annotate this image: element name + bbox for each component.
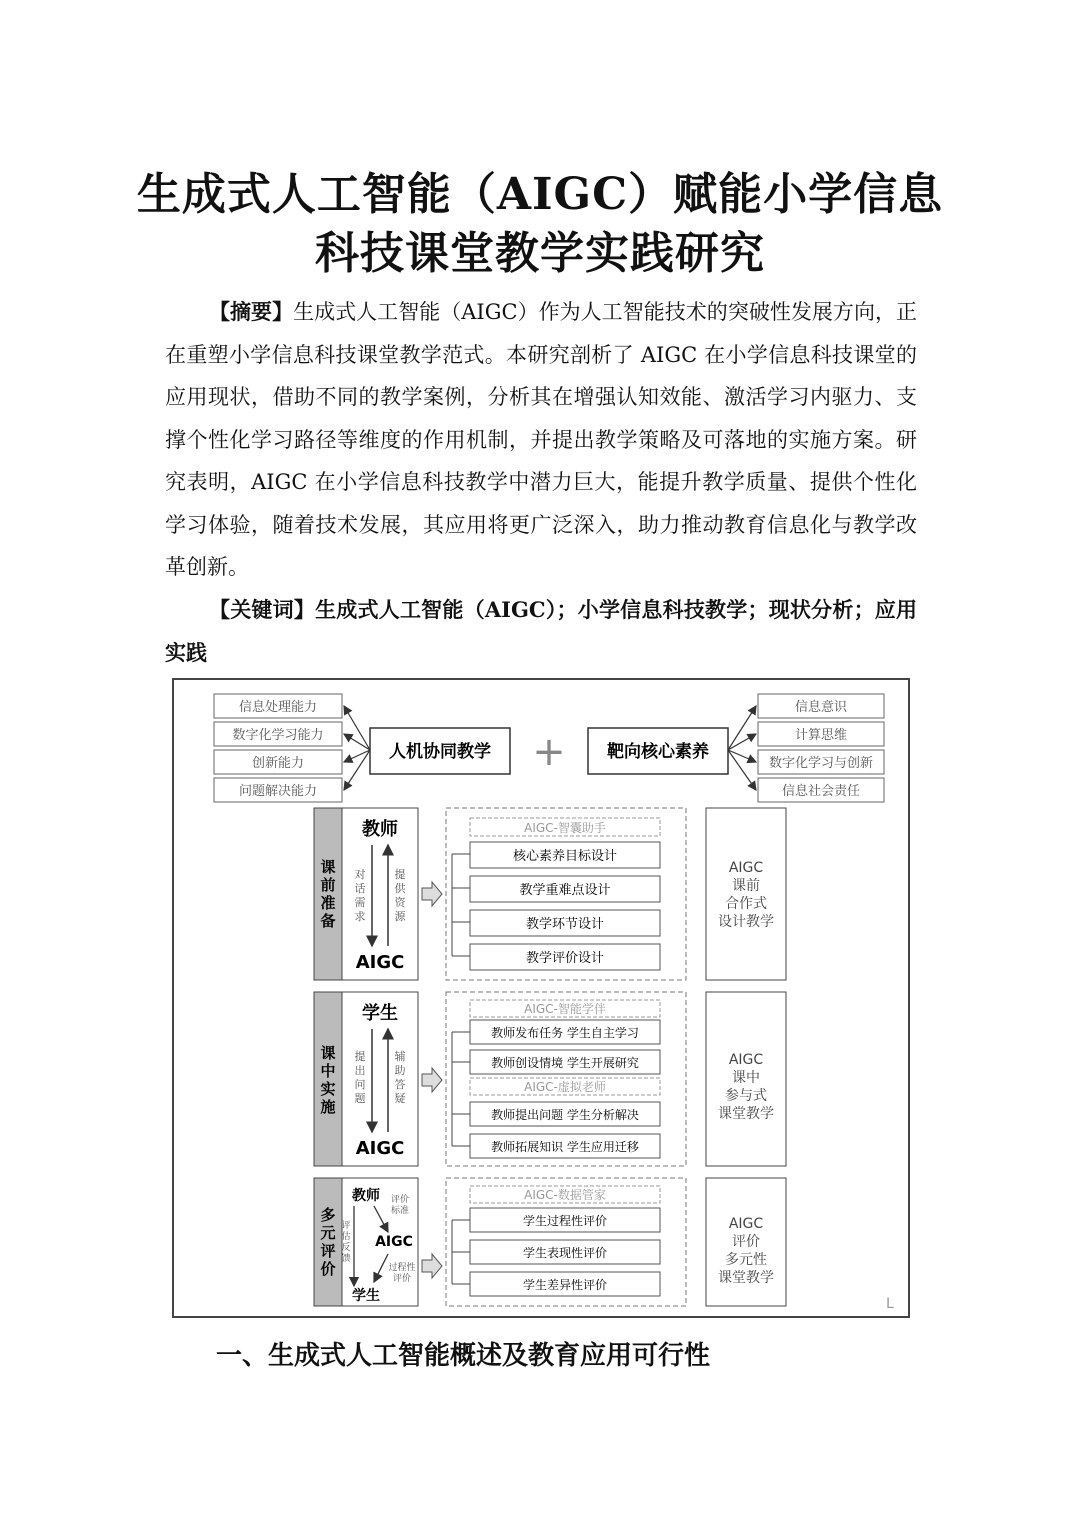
paper-title-line-1: 生成式人工智能（AIGC）赋能小学信息	[136, 169, 944, 220]
right-literacy-label: 计算思维	[794, 728, 848, 743]
stage-eval-feedback-text: 评估反馈	[341, 1221, 351, 1264]
human-machine-label: 人机协同教学	[389, 742, 491, 762]
stage-eval-item: 学生差异性评价	[522, 1278, 608, 1292]
stage-prep-result: AIGC 课前合作式设计教学	[718, 860, 774, 930]
keywords-text: 生成式人工智能（AIGC）；小学信息科技教学；现状分析；应用实践	[165, 597, 918, 665]
figure-corner-mark: L	[886, 1296, 894, 1312]
stage-prep-up-text: 提供资源	[394, 868, 406, 923]
stage-eval-top-actor: 教师	[352, 1188, 380, 1204]
core-literacy-label: 靶向核心素养	[607, 742, 709, 762]
stage-prep-item: 教学重难点设计	[519, 883, 611, 898]
paper-title-line-2: 科技课堂教学实践研究	[315, 228, 765, 279]
stage-class-label: 课中实施	[320, 1044, 336, 1116]
stage-prep-flow-arrow	[422, 882, 442, 906]
stage-class-down-text: 提出问题	[354, 1050, 366, 1105]
stage-class-top-actor: 学生	[362, 1003, 398, 1024]
stage-prep-item: 教学评价设计	[525, 951, 605, 966]
left-ability-label: 问题解决能力	[238, 784, 318, 799]
right-literacy-label: 数字化学习与创新	[768, 756, 874, 771]
stage-prep-item: 核心素养目标设计	[512, 849, 618, 864]
stage-class-flow-arrow	[422, 1068, 442, 1092]
stage-eval-group-header: AIGC-数据管家	[524, 1188, 606, 1202]
stage-class-item: 教师拓展知识 学生应用迁移	[491, 1140, 639, 1154]
stage-class-group-header: AIGC-智能学伴	[524, 1002, 606, 1016]
framework-figure	[172, 678, 910, 1318]
stage-class-up-text: 辅助答疑	[394, 1050, 406, 1105]
stage-eval-label: 多元评价	[320, 1206, 336, 1278]
stage-eval-result: AIGC 评价多元性课堂教学	[718, 1216, 774, 1286]
stage-prep-bottom-actor: AIGC	[355, 952, 405, 973]
keywords-label: 【关键词】	[209, 597, 316, 622]
stage-eval-process-text: 过程性评价	[388, 1263, 416, 1284]
right-literacy-label: 信息社会责任	[781, 784, 861, 799]
stage-class-result: AIGC 课中参与式课堂教学	[718, 1052, 774, 1122]
stage-eval-mid-actor: AIGC	[375, 1234, 413, 1250]
stage-eval-item: 学生表现性评价	[522, 1246, 608, 1260]
stage-prep-result-box	[706, 808, 786, 980]
stage-class-bottom-actor: AIGC	[355, 1138, 405, 1159]
stage-class-item: 教师发布任务 学生自主学习	[491, 1026, 639, 1040]
right-literacy-label: 信息意识	[794, 700, 848, 715]
stage-eval-bottom-actor: 学生	[352, 1288, 380, 1304]
left-ability-label: 创新能力	[251, 756, 305, 771]
abstract-paragraph	[165, 291, 917, 589]
stage-eval-flow-arrow	[422, 1254, 442, 1278]
stage-class-item: 教师提出问题 学生分析解决	[491, 1108, 639, 1122]
stage-class-item: 教师创设情境 学生开展研究	[491, 1056, 639, 1070]
abstract-label: 【摘要】	[209, 299, 294, 324]
abstract-text: 生成式人工智能（AIGC）作为人工智能技术的突破性发展方向，正在重塑小学信息科技课堂教学范式。本研究剖析了 AIGC 在小学信息科技课堂的应用现状，借助不同的教学案例，分析其在增强认知效能、激活学习内驱力、支撑个性化学习路径等维度的作用机制，并提出教学策略及可落地的实施方案。研究表明，AIGC 在小学信息科技教学中潜力巨大，能提升教学质量、提供个性化学习体验，随着技术发展，其应用将更广泛深入，助力推动教育信息化与教学改革创新。	[165, 300, 917, 579]
framework-diagram	[174, 680, 908, 1316]
stage-prep-down-text: 对话需求	[354, 868, 366, 923]
keywords-paragraph	[165, 589, 917, 674]
plus-sign: +	[532, 729, 566, 775]
stage-eval-standard-text: 评价标准	[390, 1195, 410, 1216]
section-heading: 一、生成式人工智能概述及教育应用可行性	[216, 1341, 711, 1371]
stage-prep-label: 课前准备	[320, 858, 336, 930]
stage-prep-top-actor: 教师	[362, 819, 398, 840]
left-ability-label: 信息处理能力	[238, 700, 318, 715]
stage-prep-group-header: AIGC-智囊助手	[524, 821, 606, 835]
left-ability-label: 数字化学习能力	[232, 728, 324, 743]
stage-prep-item: 教学环节设计	[525, 917, 605, 932]
stage-class-group-header: AIGC-虚拟老师	[524, 1080, 606, 1094]
stage-eval-item: 学生过程性评价	[522, 1214, 608, 1228]
